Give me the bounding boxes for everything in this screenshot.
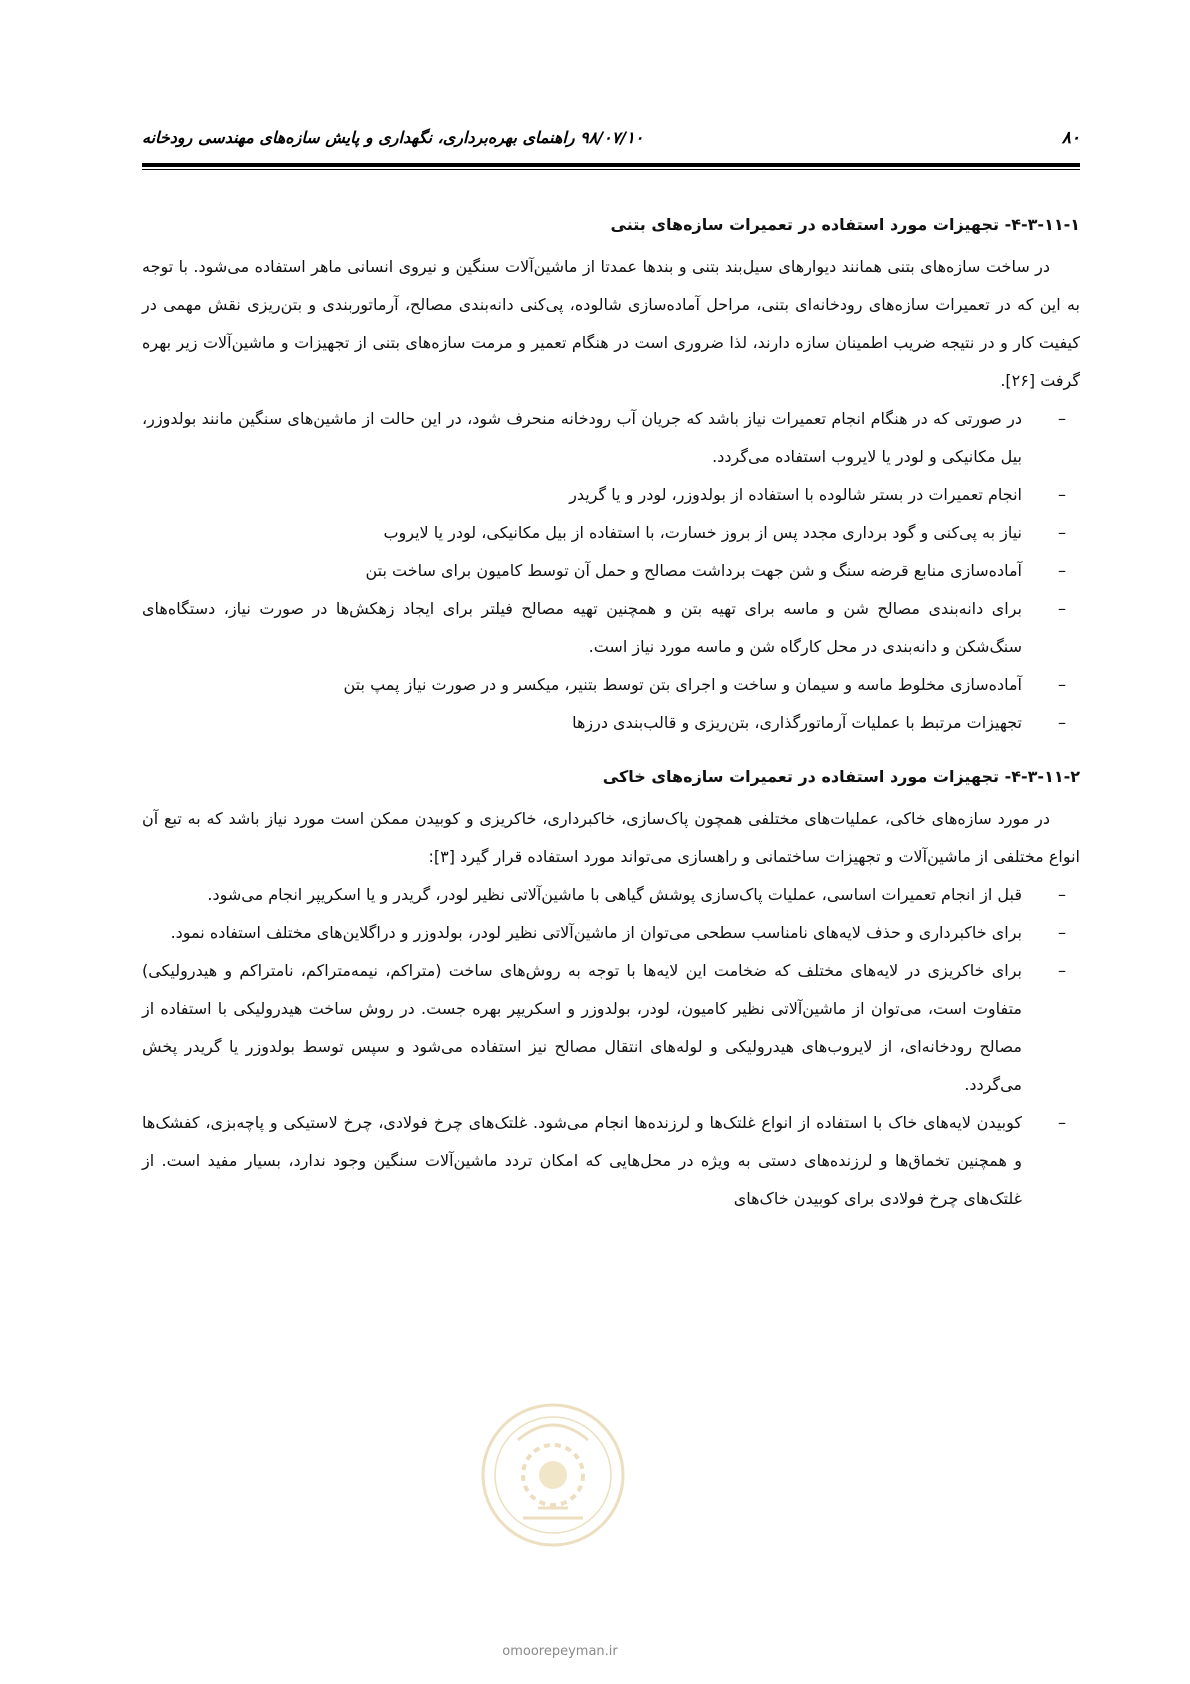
- running-title: ۹۸/۰۷/۱۰ راهنمای بهره‌برداری، نگهداری و پایش سازه‌های مهندسی رودخانه: [142, 128, 644, 147]
- section-paragraph-earth: در مورد سازه‌های خاکی، عملیات‌های مختلفی همچون پاک‌سازی، خاکبرداری، خاکریزی و کوبیدن ممکن است مورد نیاز باشد که به تبع آن انواع مختلفی از ماشین‌آلات و تجهیزات ساختمانی و راهسازی می‌تواند مورد استفاده قرار گیرد [۳]:: [142, 809, 1080, 866]
- list-item: – آماده‌سازی منابع قرضه سنگ و شن جهت برداشت مصالح و حمل آن توسط کامیون برای ساخت بتن: [142, 552, 1080, 590]
- seal-watermark-icon: [478, 1400, 628, 1550]
- dash-bullet-icon: –: [1058, 675, 1066, 694]
- page-header: [142, 128, 1080, 168]
- bullet-list-earth: [142, 876, 1080, 1218]
- dash-bullet-icon: –: [1058, 961, 1066, 980]
- header-rule: [142, 163, 1080, 167]
- dash-bullet-icon: –: [1058, 713, 1066, 732]
- footer-website: omoorepeyman.ir: [502, 1644, 618, 1659]
- dash-bullet-icon: –: [1058, 409, 1066, 428]
- page-number: ۸۰: [1061, 128, 1080, 148]
- section-paragraph-concrete: در ساخت سازه‌های بتنی همانند دیوارهای سیل‌بند بتنی و بندها عمدتا از ماشین‌آلات سنگین و نیروی انسانی ماهر استفاده می‌شود. با توجه به این که در تعمیرات سازه‌های رودخانه‌ای بتنی، مراحل آماده‌سازی شالوده، پی‌کنی دانه‌بندی مصالح، آرماتوربندی و بتن‌ریزی نقش مهمی در کیفیت کار و در نتیجه ضریب اطمینان سازه دارند، لذا ضروری است در هنگام تعمیر و مرمت سازه‌های بتنی از تجهیزات و ماشین‌آلات زیر بهره گرفت [۲۶].: [142, 257, 1080, 390]
- section-heading-earth: ۴-۳-۱۱-۲- تجهیزات مورد استفاده در تعمیرات سازه‌های خاکی: [602, 767, 1080, 786]
- list-item: – قبل از انجام تعمیرات اساسی، عملیات پاک‌سازی پوشش گیاهی با ماشین‌آلاتی نظیر لودر، گریدر و یا اسکریپر انجام می‌شود.: [142, 876, 1080, 914]
- dash-bullet-icon: –: [1058, 561, 1066, 580]
- list-item: – انجام تعمیرات در بستر شالوده با استفاده از بولدوزر، لودر و یا گریدر: [142, 476, 1080, 514]
- list-item: – برای خاکبرداری و حذف لایه‌های نامناسب سطحی می‌توان از ماشین‌آلاتی نظیر لودر، بولدوزر و دراگلاین‌های مختلف استفاده نمود.: [142, 914, 1080, 952]
- section-heading-concrete: ۴-۳-۱۱-۱- تجهیزات مورد استفاده در تعمیرات سازه‌های بتنی: [610, 215, 1080, 234]
- dash-bullet-icon: –: [1058, 885, 1066, 904]
- bullet-list-concrete: [142, 400, 1080, 742]
- dash-bullet-icon: –: [1058, 485, 1066, 504]
- dash-bullet-icon: –: [1058, 923, 1066, 942]
- list-item: – برای خاکریزی در لایه‌های مختلف که ضخامت این لایه‌ها با توجه به روش‌های ساخت (متراکم، نیمه‌متراکم، نامتراکم و هیدرولیکی) متفاوت است، می‌توان از ماشین‌آلاتی نظیر کامیون، لودر، بولدوزر و اسکریپر بهره جست. در روش ساخت هیدرولیکی با استفاده از مصالح رودخانه‌ای، از لایروب‌های هیدرولیکی و لوله‌های انتقال مصالح نیز استفاده می‌شود و سپس توسط بولدوزر یا گریدر پخش می‌گردد.: [142, 952, 1080, 1104]
- dash-bullet-icon: –: [1058, 1113, 1066, 1132]
- list-item: – کوبیدن لایه‌های خاک با استفاده از انواع غلتک‌ها و لرزنده‌ها انجام می‌شود. غلتک‌های چرخ فولادی، چرخ لاستیکی و پاچه‌بزی، کفشک‌ها و همچنین تخماق‌ها و لرزنده‌های دستی به ویژه در محل‌هایی که امکان تردد ماشین‌آلات سنگین وجود ندارد، بسیار مفید است. از غلتک‌های چرخ فولادی برای کوبیدن خاک‌های: [142, 1104, 1080, 1218]
- dash-bullet-icon: –: [1058, 599, 1066, 618]
- list-item: – تجهیزات مرتبط با عملیات آرماتورگذاری، بتن‌ریزی و قالب‌بندی درزها: [142, 704, 1080, 742]
- list-item: – آماده‌سازی مخلوط ماسه و سیمان و ساخت و اجرای بتن توسط بتنیر، میکسر و در صورت نیاز پمپ بتن: [142, 666, 1080, 704]
- header-rule-thin: [142, 169, 1080, 170]
- list-item: – نیاز به پی‌کنی و گود برداری مجدد پس از بروز خسارت، با استفاده از بیل مکانیکی، لودر یا لایروب: [142, 514, 1080, 552]
- dash-bullet-icon: –: [1058, 523, 1066, 542]
- page-body: [142, 210, 1080, 1238]
- list-item: – برای دانه‌بندی مصالح شن و ماسه برای تهیه بتن و همچنین تهیه مصالح فیلتر برای ایجاد زهکش‌ها در صورت نیاز، دستگاه‌های سنگ‌شکن و دانه‌بندی در محل کارگاه شن و ماسه مورد نیاز است.: [142, 590, 1080, 666]
- list-item: – در صورتی که در هنگام انجام تعمیرات نیاز باشد که جریان آب رودخانه منحرف شود، در این حالت از ماشین‌های سنگین مانند بولدوزر، بیل مکانیکی و لودر یا لایروب استفاده می‌گردد.: [142, 400, 1080, 476]
